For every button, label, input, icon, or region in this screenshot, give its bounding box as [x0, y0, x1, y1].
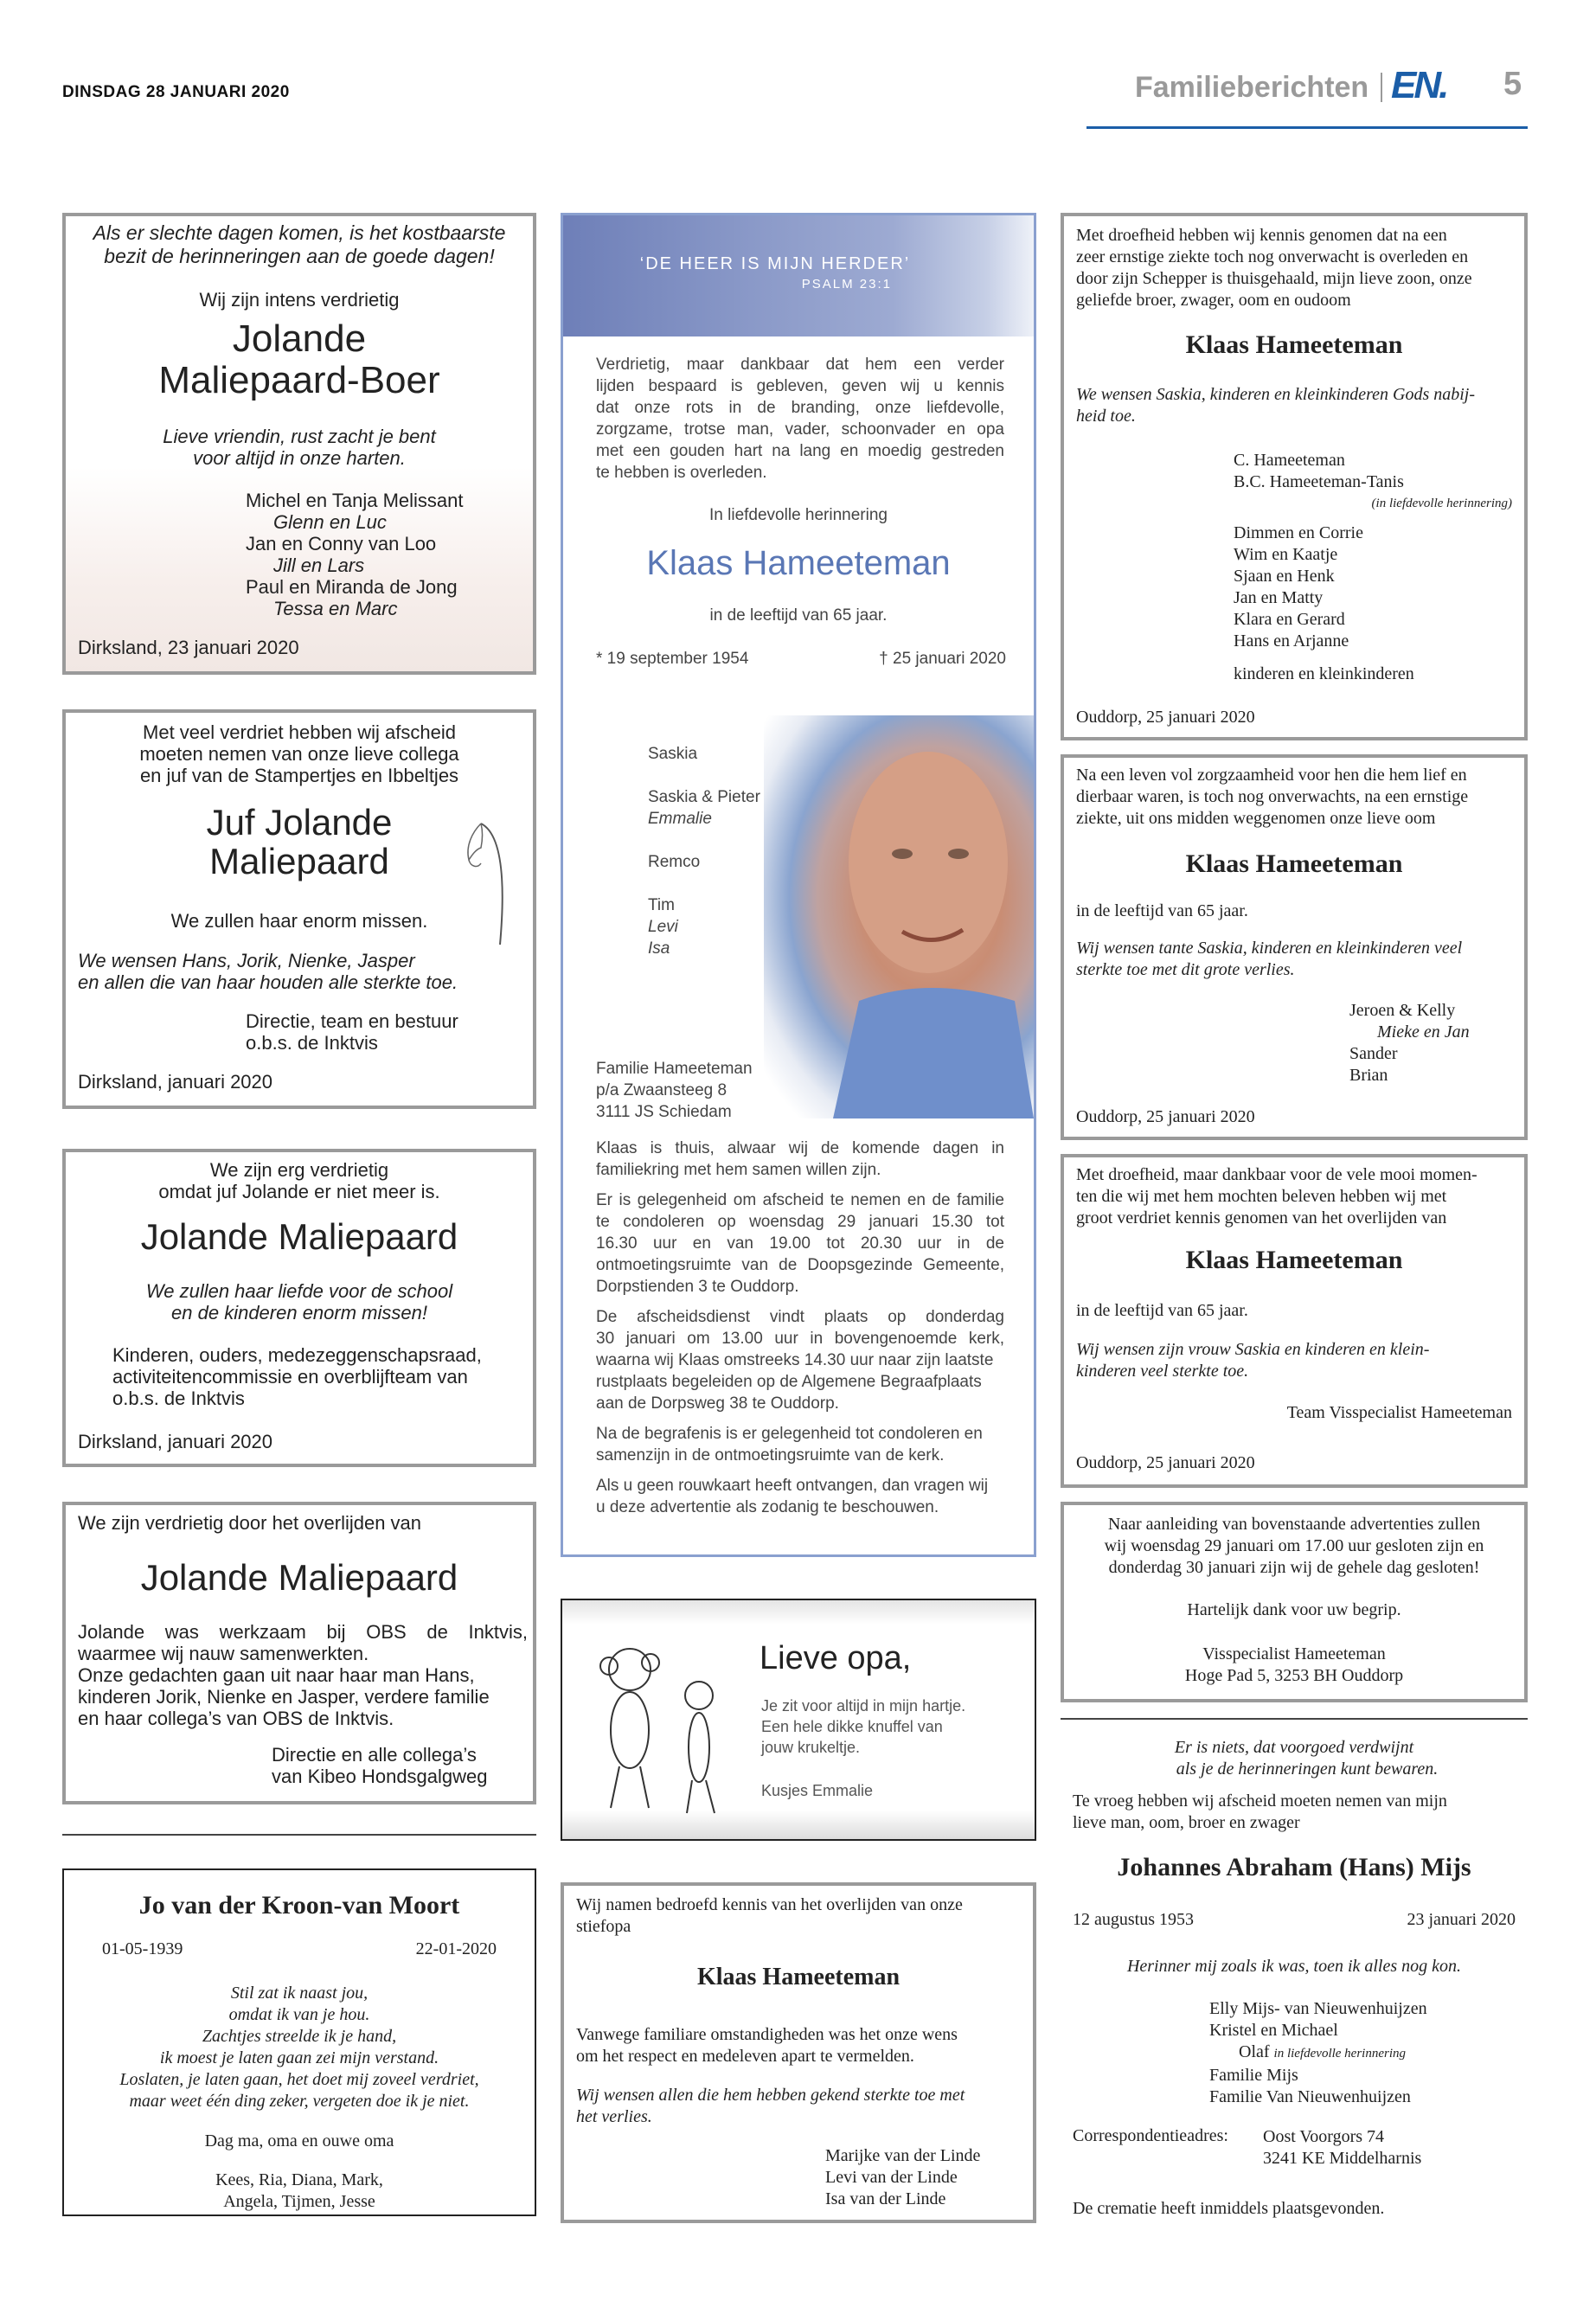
- cremation-note: De crematie heeft inmiddels plaatsgevonden.: [1073, 2199, 1385, 2218]
- family-member: Saskia: [648, 745, 698, 763]
- text-line: zorgzame, trotse man, vader, schoonvader en opa: [596, 420, 1004, 439]
- header-logo: EN.: [1391, 64, 1447, 106]
- ad-wish: [1076, 1339, 1429, 1382]
- family-member: Tim: [648, 896, 675, 914]
- signer: van Kibeo Hondsgalgweg: [272, 1766, 488, 1787]
- deceased-name: Klaas Hameeteman: [1185, 849, 1403, 878]
- poem-line: omdat ik van je hou.: [228, 2005, 370, 2024]
- ad-lieve-opa: [561, 1599, 1036, 1841]
- body-line: kinderen Jorik, Nienke en Jasper, verdere familie: [78, 1686, 490, 1708]
- deceased-name: Jolande Maliepaard: [140, 1216, 458, 1257]
- ad-miss: We zullen haar enorm missen.: [170, 910, 428, 932]
- signer: Familie Mijs: [1209, 2066, 1298, 2085]
- ad-jolande-friends: [62, 213, 536, 675]
- signer: Michel en Tanja Melissant: [246, 490, 464, 511]
- signer: Mieke en Jan: [1377, 1022, 1470, 1042]
- ad-jolande-kibeo: [62, 1502, 536, 1804]
- ad-intro: [1076, 1164, 1477, 1229]
- intro-line: dierbaar waren, is toch nog onverwachts, na een ernstige: [1076, 787, 1469, 806]
- death-date: 22-01-2020: [415, 1939, 497, 1958]
- column-divider: [1061, 1718, 1528, 1720]
- ad-intro: [66, 1159, 533, 1202]
- signers: [246, 1010, 458, 1054]
- address-line: p/a Zwaansteeg 8: [596, 1081, 727, 1099]
- body-line: om het respect en medeleven apart te vermelden.: [576, 2047, 914, 2066]
- intro-line: door zijn Schepper is thuisgehaald, mijn lieve zoon, onze: [1076, 269, 1472, 288]
- ad-place-date: Ouddorp, 25 januari 2020: [1076, 1107, 1255, 1126]
- text-line: dat onze rots in de branding, onze liefdevolle,: [596, 399, 1004, 417]
- opa-text-line: jouw krukeltje.: [761, 1739, 861, 1756]
- opa-text-line: Je zit voor altijd in mijn hartje.: [761, 1697, 966, 1715]
- opa-text-line: Een hele dikke knuffel van: [761, 1718, 943, 1735]
- ad-quote: [1061, 1737, 1528, 1780]
- intro-line: stiefopa: [576, 1917, 631, 1936]
- detail-line: waarna wij Klaas omstreeks 14.30 uur naar zijn laatste: [596, 1351, 994, 1369]
- signer: Levi van der Linde: [825, 2168, 958, 2187]
- deceased-name: Klaas Hameeteman: [1185, 330, 1403, 359]
- family-member: Isa: [648, 939, 670, 958]
- wish-line: Wij wensen tante Saskia, kinderen en kleinkinderen veel: [1076, 939, 1463, 958]
- signers: [246, 490, 464, 619]
- signers: [1349, 1000, 1470, 1086]
- signer: Kinderen, ouders, medezeggenschapsraad,: [112, 1344, 482, 1366]
- intro-line: Te vroeg hebben wij afscheid moeten nemen van mijn: [1073, 1791, 1447, 1811]
- kids-line: kinderen en kleinkinderen: [1234, 664, 1414, 683]
- header-date: DINSDAG 28 JANUARI 2020: [62, 83, 290, 101]
- notice-thanks: Hartelijk dank voor uw begrip.: [1187, 1600, 1401, 1619]
- correspondence-label: Correspondentieadres:: [1073, 2126, 1228, 2145]
- signer: Tessa en Marc: [273, 598, 398, 619]
- ad-hans-mijs: [1061, 1728, 1528, 2234]
- quote-line: Er is niets, dat voorgoed verdwijnt: [1174, 1738, 1414, 1757]
- ad-jolande-school: [62, 1149, 536, 1467]
- sign-line: Hoge Pad 5, 3253 BH Ouddorp: [1184, 1666, 1404, 1685]
- deceased-name: Johannes Abraham (Hans) Mijs: [1117, 1853, 1471, 1881]
- signer: Jill en Lars: [273, 554, 365, 576]
- memory-note: in liefdevolle herinnering: [1273, 2047, 1407, 2061]
- signer: Jeroen & Kelly: [1349, 1001, 1456, 1020]
- detail-line: Na de begrafenis is er gelegenheid tot condoleren en: [596, 1425, 983, 1443]
- wish-line: en allen die van haar houden alle sterkte toe.: [78, 971, 458, 993]
- birth-date: 01-05-1939: [102, 1939, 183, 1958]
- ad-body: [78, 1621, 528, 1729]
- ad-intro: [66, 721, 533, 786]
- miss-line: We zullen haar liefde voor de school: [145, 1280, 453, 1302]
- signer: Angela, Tijmen, Jesse: [223, 2192, 375, 2211]
- man-portrait-icon: [764, 715, 1034, 1118]
- header-page-number: 5: [1503, 66, 1522, 102]
- sibling: Dimmen en Corrie: [1234, 523, 1363, 542]
- signer: Brian: [1349, 1066, 1388, 1085]
- intro-line: Wij namen bedroefd kennis van het overlijden van onze: [576, 1895, 963, 1914]
- sibling: Wim en Kaatje: [1234, 545, 1338, 564]
- ad-klaas-family: [1061, 213, 1528, 740]
- quote-line: Als er slechte dagen komen, is het kostbaarste: [93, 221, 506, 244]
- name-line: Maliepaard: [209, 841, 389, 881]
- text-line: Verdrietig, maar dankbaar dat hem een verder: [596, 356, 1004, 374]
- deceased-name: Klaas Hameeteman: [646, 544, 951, 582]
- intro-line: moeten nemen van onze lieve collega: [139, 743, 459, 765]
- wish-line: het verlies.: [576, 2107, 652, 2126]
- name-line: Jolande: [232, 317, 367, 360]
- wish-line: Wij wensen allen die hem hebben gekend sterkte toe met: [576, 2086, 965, 2105]
- detail-line: Er is gelegenheid om afscheid te nemen en de familie: [596, 1191, 1004, 1209]
- farewell-line: Lieve vriendin, rust zacht je bent: [163, 426, 436, 447]
- notice-line: donderdag 30 januari zijn wij de gehele dag gesloten!: [1108, 1558, 1480, 1577]
- ad-klaas-nephews: [1061, 754, 1528, 1140]
- signers: [112, 1344, 482, 1409]
- signers: [272, 1744, 488, 1787]
- parent: C. Hameeteman: [1234, 451, 1345, 470]
- opa-title: Lieve opa,: [760, 1640, 912, 1676]
- intro-line: Met veel verdriet hebben wij afscheid: [143, 721, 456, 743]
- siblings: [1234, 522, 1363, 652]
- ad-intro: Dag ma, oma en ouwe oma: [204, 2131, 394, 2150]
- banner-line: PSALM 23:1: [801, 277, 892, 292]
- child-drawing-icon: [578, 1635, 734, 1817]
- ad-intro: We zijn verdrietig door het overlijden van: [78, 1512, 422, 1534]
- deceased-name: Jolande Maliepaard: [140, 1557, 458, 1598]
- death-date: 23 januari 2020: [1407, 1910, 1516, 1929]
- sibling: Hans en Arjanne: [1234, 631, 1349, 651]
- opa-text: [761, 1695, 965, 1758]
- ad-wish: [78, 950, 458, 993]
- wish-line: Wij wensen zijn vrouw Saskia en kinderen en klein-: [1076, 1340, 1430, 1359]
- ad-wish: [576, 2085, 965, 2128]
- intro-line: Met droefheid, maar dankbaar voor de vele mooi momen-: [1076, 1165, 1477, 1184]
- banner-line: ‘DE HEER IS MIJN HERDER’: [639, 254, 911, 273]
- detail-line: Dorpstienden 3 te Ouddorp.: [596, 1278, 799, 1296]
- remember-line: Herinner mij zoals ik was, toen ik alles nog kon.: [1126, 1957, 1462, 1976]
- signer: o.b.s. de Inktvis: [112, 1388, 245, 1409]
- poem-line: maar weet één ding zeker, vergeten doe ik je niet.: [129, 2092, 470, 2111]
- signer: Isa van der Linde: [825, 2189, 946, 2208]
- family-member: Levi: [648, 918, 678, 936]
- ad-wish: [1076, 938, 1462, 981]
- address-line: 3241 KE Middelharnis: [1263, 2149, 1422, 2168]
- sibling: Sjaan en Henk: [1234, 567, 1335, 586]
- detail-line: rustplaats begeleiden op de Algemene Begraafplaats: [596, 1373, 982, 1391]
- ad-sign: Team Visspecialist Hameeteman: [1286, 1403, 1512, 1422]
- name-line: Juf Jolande: [206, 802, 393, 843]
- signer: Olaf: [1239, 2042, 1270, 2061]
- family-member: Saskia & Pieter: [648, 788, 760, 806]
- ad-place-date: Ouddorp, 25 januari 2020: [1076, 708, 1255, 727]
- header-rule: [1086, 126, 1528, 129]
- body-line: Onze gedachten gaan uit naar haar man Hans,: [78, 1664, 475, 1686]
- ad-klaas-main: [561, 213, 1036, 1557]
- birth-date: 12 augustus 1953: [1073, 1910, 1194, 1929]
- signers: [825, 2145, 980, 2210]
- age-line: in de leeftijd van 65 jaar.: [1076, 901, 1248, 920]
- poem-line: Zachtjes streelde ik je hand,: [202, 2027, 397, 2046]
- ad-intro: [576, 1894, 963, 1938]
- signer: Familie Van Nieuwenhuijzen: [1209, 2087, 1411, 2106]
- portrait-photo: [764, 715, 1034, 1118]
- deceased-name: [66, 318, 533, 401]
- intro-line: ziekte, uit ons midden weggenomen onze lieve oom: [1076, 809, 1436, 828]
- wish-line: sterkte toe met dit grote verlies.: [1076, 960, 1295, 979]
- detail-line: te condoleren op woensdag 29 januari 15.30 tot: [596, 1213, 1004, 1231]
- ad-jo-van-der-kroon: [62, 1868, 536, 2216]
- detail-line: 16.30 uur en van 19.00 tot 20.30 uur in de: [596, 1234, 1004, 1253]
- deceased-name: Klaas Hameeteman: [696, 1964, 901, 1990]
- birth-date: * 19 september 1954: [596, 650, 749, 668]
- wish-line: We wensen Saskia, kinderen en kleinkinderen Gods nabij-: [1076, 385, 1475, 404]
- memory-line: In liefdevolle herinnering: [709, 506, 888, 524]
- detail-line: familiekring met hem samen willen zijn.: [596, 1161, 881, 1179]
- signer: activiteitencommissie en overblijfteam van: [112, 1366, 468, 1388]
- signer: Sander: [1349, 1044, 1398, 1063]
- ad-klaas-stiefopa: [561, 1882, 1036, 2223]
- ad-intro: [1076, 225, 1472, 311]
- signer: Marijke van der Linde: [825, 2146, 981, 2165]
- death-date: † 25 januari 2020: [879, 650, 1006, 668]
- quote-line: bezit de herinneringen aan de goede dagen!: [104, 245, 495, 267]
- ad-place-date: Dirksland, januari 2020: [78, 1071, 273, 1093]
- notice-sign: [1064, 1644, 1524, 1687]
- body-line: en haar collega’s van OBS de Inktvis.: [78, 1708, 394, 1729]
- body-line: Vanwege familiare omstandigheden was het onze wens: [576, 2025, 958, 2044]
- notice-text: [1064, 1514, 1524, 1579]
- intro-line: zeer ernstige ziekte toch nog onverwacht is overleden en: [1076, 247, 1469, 266]
- body-line: Jolande was werkzaam bij OBS de Inktvis,: [78, 1621, 528, 1643]
- wish-line: kinderen veel sterkte toe.: [1076, 1362, 1249, 1381]
- poem-line: Loslaten, je laten gaan, het doet mij zoveel verdriet,: [119, 2070, 479, 2089]
- ad-quote: [66, 221, 533, 268]
- poem-line: ik moest je laten gaan zei mijn verstand.: [159, 2048, 439, 2067]
- column-divider: [62, 1834, 536, 1836]
- detail-line: ontmoetingsruimte van de Doopsgezinde Gemeente,: [596, 1256, 1004, 1274]
- intro-line: Met droefheid hebben wij kennis genomen dat na een: [1076, 226, 1447, 245]
- parents: [1234, 450, 1404, 493]
- header-divider: [1381, 73, 1382, 102]
- detail-line: Als u geen rouwkaart heeft ontvangen, dan vragen wij: [596, 1477, 989, 1495]
- address-line: 3111 JS Schiedam: [596, 1103, 732, 1121]
- ad-intro: Wij zijn intens verdrietig: [199, 289, 400, 311]
- detail-line: u deze advertentie als zodanig te beschouwen.: [596, 1498, 939, 1516]
- address-line: Familie Hameeteman: [596, 1060, 753, 1078]
- poem-line: Stil zat ik naast jou,: [230, 1984, 369, 2003]
- miss-line: en de kinderen enorm missen!: [171, 1302, 427, 1324]
- ad-text: [596, 354, 1004, 484]
- ad-klaas-team: [1061, 1154, 1528, 1488]
- intro-line: en juf van de Stampertjes en Ibbeltjes: [139, 765, 459, 786]
- family-list: [648, 743, 760, 959]
- farewell-line: voor altijd in onze harten.: [193, 447, 406, 469]
- text-line: lijden bespaard is gebleven, geven wij u kennis: [596, 377, 1004, 395]
- ad-intro: [1073, 1791, 1447, 1834]
- header-section: Familieberichten: [1135, 71, 1369, 104]
- detail-line: samenzijn in de ontmoetingsruimte van de kerk.: [596, 1446, 945, 1465]
- parent: B.C. Hameeteman-Tanis: [1234, 472, 1404, 491]
- signers: [64, 2170, 535, 2213]
- intro-line: groot verdriet kennis genomen van het overlijden van: [1076, 1208, 1447, 1227]
- age-line: in de leeftijd van 65 jaar.: [1076, 1301, 1248, 1320]
- signer: Paul en Miranda de Jong: [246, 576, 458, 598]
- ad-miss: [66, 1280, 533, 1324]
- intro-line: We zijn erg verdrietig: [209, 1159, 389, 1181]
- wish-line: heid toe.: [1076, 407, 1136, 426]
- sibling: Jan en Matty: [1234, 588, 1324, 607]
- detail-line: Klaas is thuis, alwaar wij de komende dagen in: [596, 1139, 1004, 1157]
- poem: [64, 1983, 535, 2112]
- ad-details: [596, 1138, 1004, 1518]
- ad-farewell: [66, 426, 533, 469]
- signer: Kees, Ria, Diana, Mark,: [215, 2170, 383, 2189]
- age-line: in de leeftijd van 65 jaar.: [709, 606, 888, 625]
- name-line: Maliepaard-Boer: [158, 359, 440, 401]
- signer: Elly Mijs- van Nieuwenhuijzen: [1209, 1999, 1427, 2018]
- sign-line: Visspecialist Hameeteman: [1202, 1644, 1386, 1663]
- quote-line: als je de herinneringen kunt bewaren.: [1176, 1759, 1439, 1779]
- intro-line: lieve man, oom, broer en zwager: [1073, 1813, 1300, 1832]
- text-line: met een gouden hart na lang en moedig gestreden: [596, 442, 1004, 460]
- intro-line: omdat juf Jolande er niet meer is.: [158, 1181, 440, 1202]
- deceased-name: Klaas Hameeteman: [1185, 1246, 1403, 1274]
- intro-line: ten die wij met hem mochten beleven hebben wij met: [1076, 1187, 1447, 1206]
- ad-place-date: Dirksland, 23 januari 2020: [78, 637, 299, 658]
- memory-note: (in liefdevolle herinnering): [1371, 497, 1512, 510]
- ad-intro: [1076, 765, 1468, 830]
- signer: Directie en alle collega’s: [272, 1744, 477, 1766]
- family-member: Remco: [648, 853, 701, 871]
- signer: Kristel en Michael: [1209, 2021, 1338, 2040]
- wish-line: We wensen Hans, Jorik, Nienke, Jasper: [78, 950, 415, 971]
- detail-line: De afscheidsdienst vindt plaats op donderdag: [596, 1308, 1004, 1326]
- ad-body: [576, 2024, 958, 2067]
- notice-closed: [1061, 1502, 1528, 1702]
- signer: Jan en Conny van Loo: [246, 533, 437, 554]
- ad-juf-jolande: [62, 709, 536, 1109]
- intro-line: Na een leven vol zorgzaamheid voor hen die hem lief en: [1076, 766, 1467, 785]
- detail-line: 30 januari om 13.00 uur in bovengenoemde kerk,: [596, 1330, 1004, 1348]
- ad-place-date: Dirksland, januari 2020: [78, 1431, 273, 1452]
- body-line: waarmee wij nauw samenwerkten.: [78, 1643, 369, 1664]
- address-line: Oost Voorgors 74: [1263, 2127, 1385, 2146]
- detail-line: aan de Dorpsweg 38 te Ouddorp.: [596, 1394, 839, 1413]
- opa-sign: Kusjes Emmalie: [761, 1782, 874, 1799]
- snowdrop-flower-icon: [446, 815, 533, 953]
- signers: [1209, 1998, 1427, 2108]
- notice-line: wij woensdag 29 januari om 17.00 uur gesloten zijn en: [1104, 1536, 1484, 1555]
- correspondence-address: [1263, 2126, 1421, 2170]
- signer: Glenn en Luc: [273, 511, 387, 533]
- ad-place-date: Ouddorp, 25 januari 2020: [1076, 1453, 1255, 1472]
- deceased-name: Jo van der Kroon-van Moort: [138, 1891, 460, 1920]
- intro-line: geliefde broer, zwager, oom en oudoom: [1076, 291, 1351, 310]
- ad-wish: [1076, 384, 1475, 427]
- family-member: Emmalie: [648, 810, 712, 828]
- text-line: te hebben is overleden.: [596, 464, 767, 482]
- signer: Directie, team en bestuur: [246, 1010, 458, 1032]
- banner-text: [632, 253, 918, 295]
- signer: o.b.s. de Inktvis: [246, 1032, 378, 1054]
- family-address: [596, 1058, 753, 1123]
- sibling: Klara en Gerard: [1234, 610, 1345, 629]
- notice-line: Naar aanleiding van bovenstaande advertenties zullen: [1107, 1515, 1481, 1534]
